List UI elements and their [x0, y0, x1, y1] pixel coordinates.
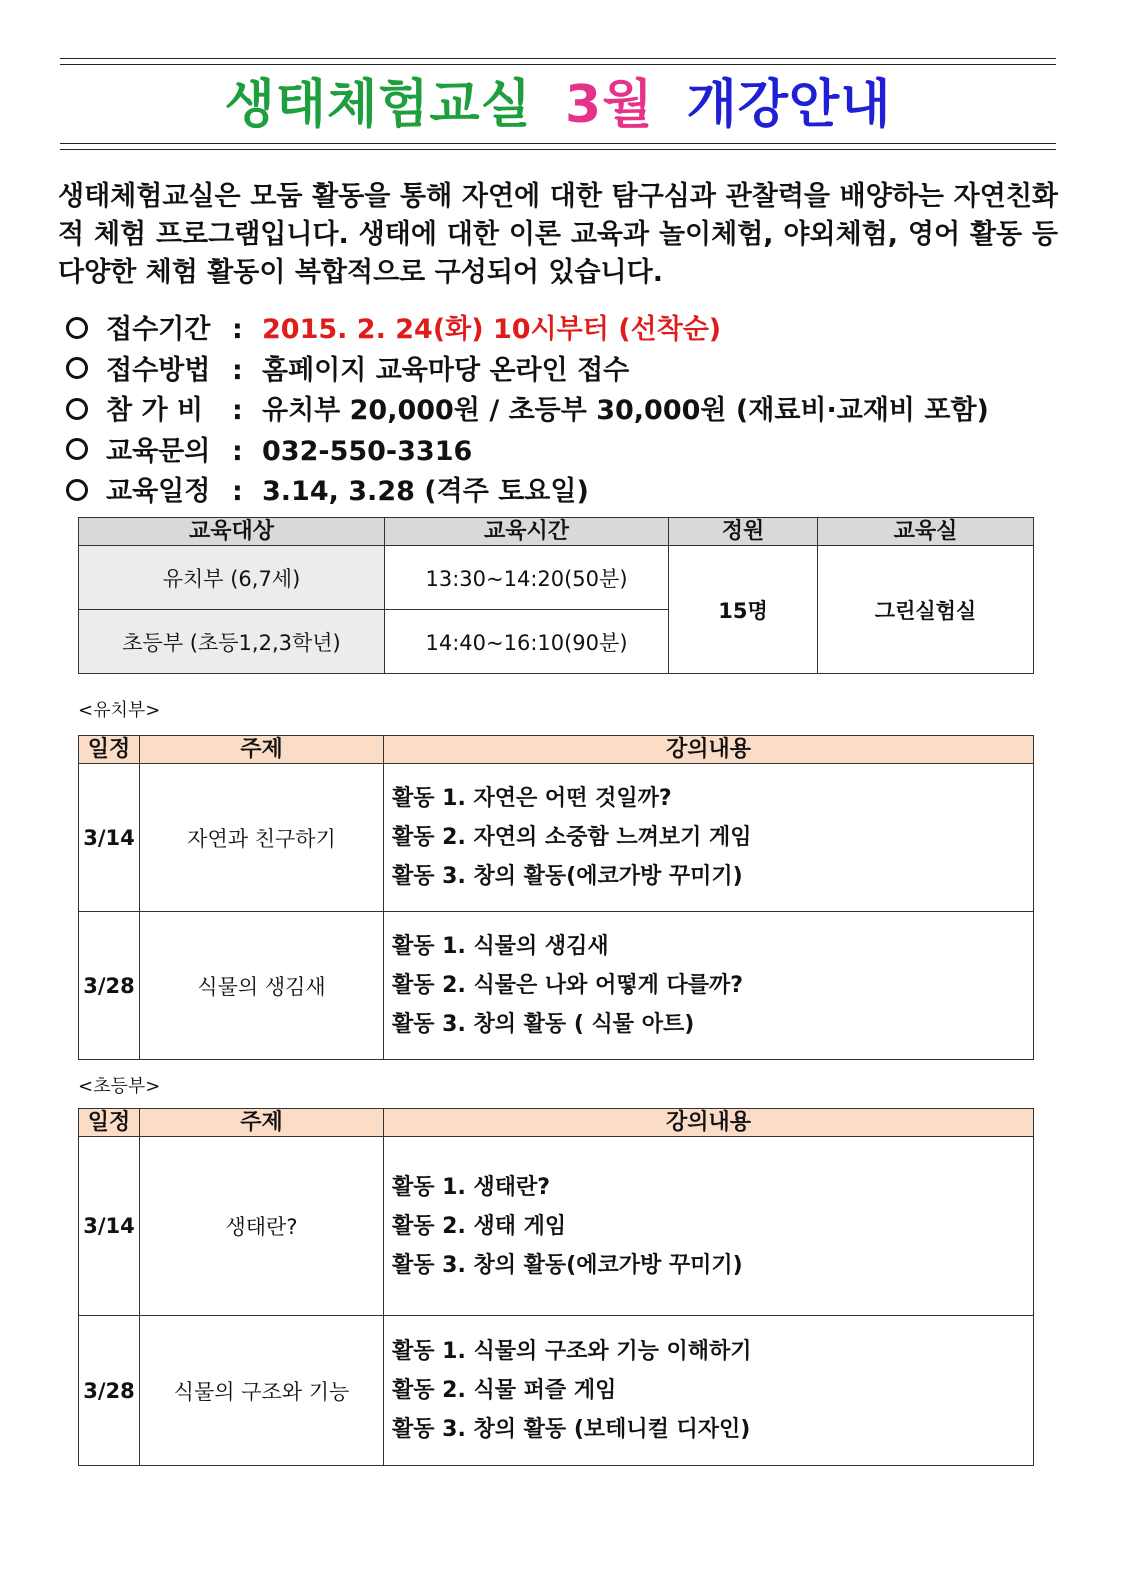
activities-cell [384, 1316, 1034, 1466]
activity-item: 활동 3. 창의 활동(에코가방 꾸미기) [392, 864, 743, 889]
table-row [79, 764, 1034, 912]
circle-bullet-icon [66, 357, 88, 379]
activities-cell [384, 912, 1034, 1060]
activity-item: 활동 2. 자연의 소중함 느껴보기 게임 [392, 825, 752, 850]
table-row [79, 1137, 1034, 1316]
info-colon: : [232, 354, 243, 386]
activity-item: 활동 2. 생태 게임 [392, 1213, 567, 1239]
bottom-rule-1 [60, 143, 1056, 144]
activity-item: 활동 2. 식물은 나와 어떻게 다를까? [392, 973, 743, 998]
topic-cell: 생태란? [140, 1137, 384, 1316]
header-target: 교육대상 [79, 518, 385, 546]
activity-item: 활동 2. 식물 퍼즐 게임 [392, 1378, 617, 1403]
info-item-period [66, 310, 1066, 351]
info-colon: : [232, 476, 243, 507]
activities-cell [384, 1137, 1034, 1316]
info-value: 유치부 20,000원 / 초등부 30,000원 (재료비·교재비 포함) [262, 395, 989, 426]
circle-bullet-icon [66, 317, 88, 339]
info-value: 홈페이지 교육마당 온라인 접수 [262, 354, 630, 386]
table-row [79, 546, 1034, 610]
info-label: 참 가 비 [106, 395, 204, 426]
table-header-row [79, 1109, 1034, 1137]
capacity-cell: 15명 [669, 546, 818, 674]
top-rule-1 [60, 58, 1056, 59]
circle-bullet-icon [66, 438, 88, 460]
schedule-table [78, 517, 1034, 674]
time-cell: 14:40~16:10(90분) [385, 610, 669, 674]
top-rule-2 [60, 64, 1056, 65]
header-topic: 주제 [140, 1109, 384, 1137]
circle-bullet-icon [66, 398, 88, 420]
elem-program-table [78, 1108, 1034, 1466]
page-title [60, 70, 1056, 140]
room-cell: 그린실험실 [818, 546, 1034, 674]
title-part-3: 개강안내 [686, 75, 892, 135]
header-date: 일정 [79, 736, 140, 764]
info-colon: : [232, 395, 243, 426]
time-cell: 13:30~14:20(50분) [385, 546, 669, 610]
activity-item: 활동 1. 식물의 구조와 기능 이해하기 [392, 1339, 752, 1364]
activity-item: 활동 1. 생태란? [392, 1174, 551, 1200]
header-content: 강의내용 [384, 736, 1034, 764]
kinder-section-label: <유치부> [78, 700, 161, 721]
info-label: 교육일정 [106, 476, 211, 507]
topic-cell: 식물의 생김새 [140, 912, 384, 1060]
info-item-dates [66, 472, 1066, 513]
info-value: 3.14, 3.28 (격주 토요일) [262, 476, 589, 507]
table-header-row [79, 518, 1034, 546]
header-room: 교육실 [818, 518, 1034, 546]
kinder-program-table [78, 735, 1034, 1060]
info-label: 교육문의 [106, 435, 211, 467]
table-row [79, 1316, 1034, 1466]
target-cell: 유치부 (6,7세) [79, 546, 385, 610]
header-capacity: 정원 [669, 518, 818, 546]
info-label: 접수기간 [106, 314, 211, 345]
info-item-method [66, 351, 1066, 392]
title-part-2: 3월 [565, 75, 654, 135]
info-item-contact [66, 432, 1066, 473]
info-colon: : [232, 314, 243, 345]
topic-cell: 자연과 친구하기 [140, 764, 384, 912]
date-cell: 3/14 [79, 764, 140, 912]
activities-cell [384, 764, 1034, 912]
header-topic: 주제 [140, 736, 384, 764]
table-header-row [79, 736, 1034, 764]
date-cell: 3/28 [79, 1316, 140, 1466]
header-content: 강의내용 [384, 1109, 1034, 1137]
activity-item: 활동 1. 식물의 생김새 [392, 934, 609, 959]
date-cell: 3/14 [79, 1137, 140, 1316]
intro-paragraph: 생태체험교실은 모둠 활동을 통해 자연에 대한 탐구심과 관찰력을 배양하는 자연친화적 체험 프로그램입니다. 생태에 대한 이론 교육과 놀이체험, 야외체험, 영어 활동 등 다양한 체험 활동이 복합적으로 구성되어 있습니다. [58, 181, 1058, 288]
title-part-1: 생태체험교실 [224, 75, 532, 135]
bottom-rule-2 [60, 149, 1056, 150]
topic-cell: 식물의 구조와 기능 [140, 1316, 384, 1466]
info-item-fee [66, 391, 1066, 432]
table-row [79, 912, 1034, 1060]
header-time: 교육시간 [385, 518, 669, 546]
circle-bullet-icon [66, 479, 88, 501]
info-value: 2015. 2. 24(화) 10시부터 (선착순) [262, 314, 722, 345]
info-colon: : [232, 435, 243, 467]
activity-item: 활동 3. 창의 활동 ( 식물 아트) [392, 1012, 695, 1037]
activity-item: 활동 3. 창의 활동 (보테니컬 디자인) [392, 1417, 751, 1442]
header-date: 일정 [79, 1109, 140, 1137]
elem-section-label: <초등부> [78, 1076, 161, 1097]
info-value: 032-550-3316 [262, 435, 473, 467]
activity-item: 활동 1. 자연은 어떤 것일까? [392, 786, 672, 811]
info-list [66, 310, 1066, 513]
activity-item: 활동 3. 창의 활동(에코가방 꾸미기) [392, 1252, 743, 1278]
date-cell: 3/28 [79, 912, 140, 1060]
target-cell: 초등부 (초등1,2,3학년) [79, 610, 385, 674]
info-label: 접수방법 [106, 354, 211, 386]
